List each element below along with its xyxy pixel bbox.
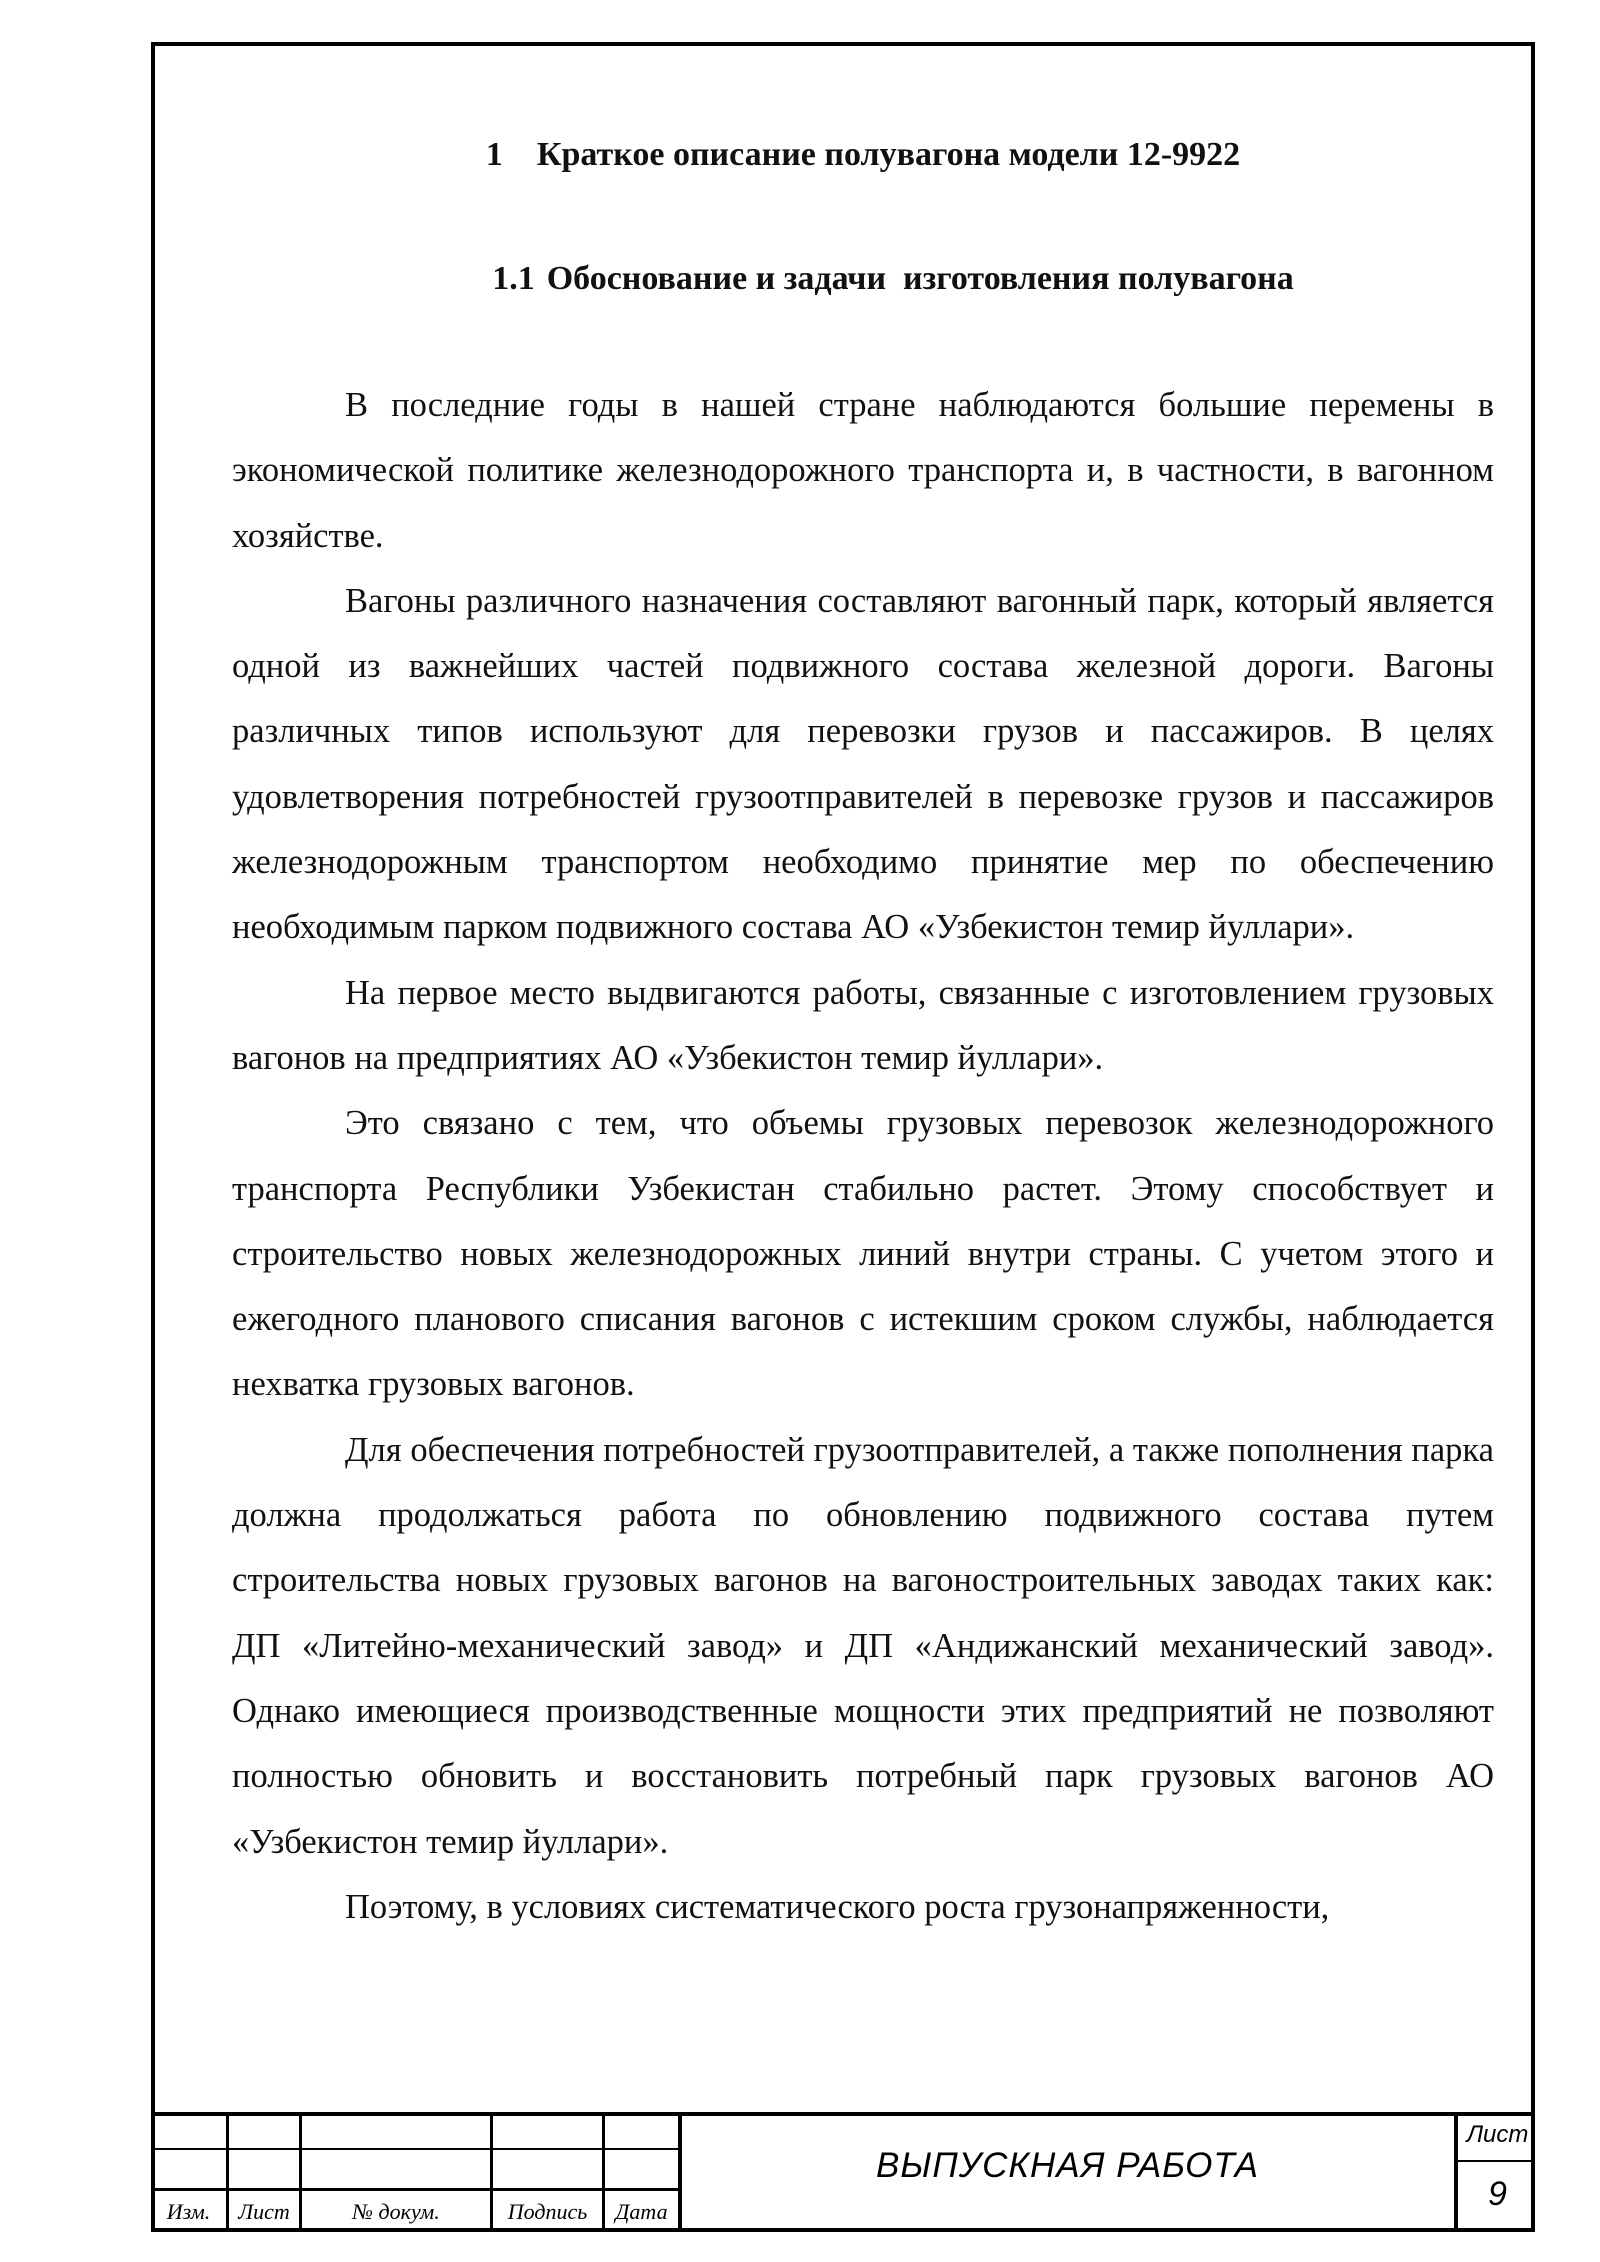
paragraph: Для обеспечения потребностей грузоотправителей, а также пополнения парка должна продолжаться работа по обновлению подвижного состава путем строительства новых грузовых вагонов на вагоностроительных заводах таких как: ДП «Литейно-механический завод» и ДП «Андижанский механический завод». Однако имеющиеся производственные мощности этих предприятий не позволяют полностью обновить и восстановить потребный парк грузовых вагонов АО «Узбекистон темир йуллари». (232, 1430, 1494, 1861)
stamp-label-signature: Подпись (507, 2199, 588, 2224)
stamp-label-sheet: Лист (238, 2199, 290, 2224)
stamp-label-date: Дата (615, 2199, 668, 2224)
section-number: 1 (485, 136, 503, 173)
paragraph: Вагоны различного назначения составляют вагонный парк, который является одной из важнейших частей подвижного состава железной дороги. Вагоны различных типов используют для перевозки грузов и пассажиров. В целях удовлетворения потребностей грузоотправителей в перевозке грузов и пассажиров железнодорожным транспортом необходимо принятие мер по обеспечению необходимым парком подвижного состава АО «Узбекистон темир йуллари». (232, 581, 1494, 947)
paragraph: На первое место выдвигаются работы, связанные с изготовлением грузовых вагонов на предприятиях АО «Узбекистон темир йуллари». (232, 973, 1494, 1077)
section-heading (232, 125, 1494, 185)
stamp-sheet-label: Лист (1466, 2121, 1529, 2148)
paragraph: В последние годы в нашей стране наблюдаются большие перемены в экономической политике железнодорожного транспорта и, в частности, в вагонном хозяйстве. (232, 386, 1494, 555)
stamp-title: ВЫПУСКНАЯ РАБОТА (876, 2146, 1259, 2185)
subsection-number: 1.1 (492, 260, 535, 297)
section-title: Краткое описание полувагона модели 12-9922 (536, 136, 1241, 173)
paragraph: Поэтому, в условиях систематического роста грузонапряженности, (345, 1887, 1330, 1926)
subsection-title: Обоснование и задачи изготовления полувагона (546, 260, 1294, 297)
subsection-heading (232, 249, 1494, 309)
body-text (232, 373, 1494, 1940)
document-body (232, 125, 1494, 1940)
stamp-label-doc-number: № докум. (352, 2199, 440, 2224)
stamp-label-change: Изм. (166, 2199, 211, 2224)
title-block-stamp (151, 2112, 1535, 2232)
paragraph: Это связано с тем, что объемы грузовых перевозок железнодорожного транспорта Республики Узбекистан стабильно растет. Этому способствует и строительство новых железнодорожных линий внутри страны. С учетом этого и ежегодного планового списания вагонов с истекшим сроком службы, наблюдается нехватка грузовых вагонов. (232, 1104, 1494, 1404)
stamp-sheet-number: 9 (1488, 2175, 1507, 2213)
